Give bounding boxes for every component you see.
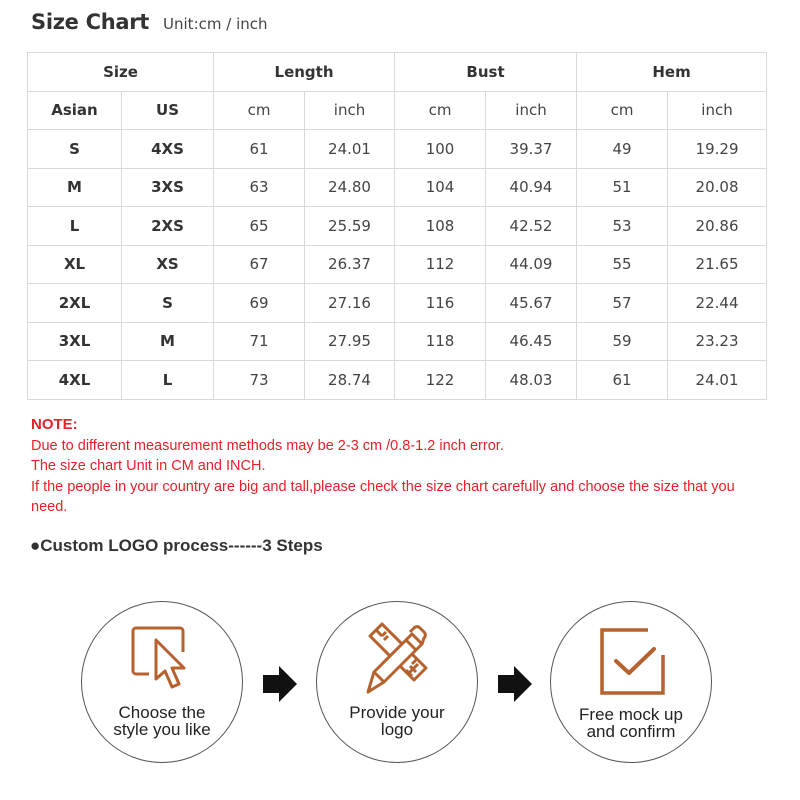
cell-hem-inch: 19.29 — [668, 130, 767, 169]
subheader-bust-inch: inch — [486, 91, 577, 130]
group-header-row — [28, 53, 767, 92]
cell-length-inch: 24.80 — [305, 168, 395, 207]
table-row — [28, 207, 767, 246]
size-chart-table — [27, 52, 767, 400]
cell-hem-cm: 49 — [577, 130, 668, 169]
cell-length-cm: 65 — [214, 207, 305, 246]
step-label: Provide your logo — [349, 703, 445, 739]
cell-hem-inch: 20.08 — [668, 168, 767, 207]
cell-bust-inch: 42.52 — [486, 207, 577, 246]
cell-bust-cm: 108 — [395, 207, 486, 246]
cell-length-inch: 27.95 — [305, 322, 395, 361]
cell-asian: L — [28, 207, 122, 246]
subheader-bust-cm: cm — [395, 91, 486, 130]
cell-bust-cm: 112 — [395, 245, 486, 284]
step-choose-style — [81, 601, 243, 763]
cell-length-cm: 73 — [214, 361, 305, 400]
header-length: Length — [214, 53, 395, 92]
subheader-length-cm: cm — [214, 91, 305, 130]
cell-bust-inch: 45.67 — [486, 284, 577, 323]
header-size: Size — [28, 53, 214, 92]
cell-length-cm: 71 — [214, 322, 305, 361]
arrow-right-icon — [498, 666, 532, 707]
header-hem: Hem — [577, 53, 767, 92]
cell-us: M — [122, 322, 214, 361]
cell-hem-inch: 22.44 — [668, 284, 767, 323]
subheader-hem-inch: inch — [668, 91, 767, 130]
note-block — [31, 415, 771, 518]
cell-length-inch: 24.01 — [305, 130, 395, 169]
cell-us: L — [122, 361, 214, 400]
unit-label: Unit:cm / inch — [163, 15, 268, 33]
cell-asian: 3XL — [28, 322, 122, 361]
table-row — [28, 130, 767, 169]
cell-bust-inch: 46.45 — [486, 322, 577, 361]
size-chart-header — [31, 10, 268, 34]
subheader-hem-cm: cm — [577, 91, 668, 130]
cell-bust-cm: 116 — [395, 284, 486, 323]
cell-hem-cm: 59 — [577, 322, 668, 361]
cell-bust-cm: 118 — [395, 322, 486, 361]
subheader-asian: Asian — [28, 91, 122, 130]
subheader-us: US — [122, 91, 214, 130]
cell-hem-cm: 57 — [577, 284, 668, 323]
page-title: Size Chart — [31, 10, 150, 34]
note-line: Due to different measurement methods may be 2-3 cm /0.8-1.2 inch error. — [31, 437, 504, 454]
cell-hem-cm: 55 — [577, 245, 668, 284]
sub-header-row — [28, 91, 767, 130]
pencil-ruler-icon — [360, 622, 434, 701]
cell-hem-inch: 24.01 — [668, 361, 767, 400]
cell-length-cm: 63 — [214, 168, 305, 207]
cell-asian: 4XL — [28, 361, 122, 400]
cell-bust-inch: 48.03 — [486, 361, 577, 400]
cell-length-inch: 25.59 — [305, 207, 395, 246]
cell-length-cm: 61 — [214, 130, 305, 169]
table-row — [28, 322, 767, 361]
cursor-select-icon — [127, 624, 197, 699]
note-line: The size chart Unit in CM and INCH. — [31, 458, 266, 474]
cell-asian: S — [28, 130, 122, 169]
cell-hem-cm: 53 — [577, 207, 668, 246]
cell-length-inch: 26.37 — [305, 245, 395, 284]
cell-asian: M — [28, 168, 122, 207]
note-heading: NOTE: — [31, 416, 78, 433]
cell-bust-inch: 40.94 — [486, 168, 577, 207]
cell-length-inch: 27.16 — [305, 284, 395, 323]
cell-hem-cm: 61 — [577, 361, 668, 400]
cell-bust-cm: 100 — [395, 130, 486, 169]
cell-us: XS — [122, 245, 214, 284]
step-provide-logo — [316, 601, 478, 763]
cell-hem-inch: 21.65 — [668, 245, 767, 284]
process-title: ●Custom LOGO process------3 Steps — [30, 536, 323, 555]
cell-hem-inch: 23.23 — [668, 322, 767, 361]
header-bust: Bust — [395, 53, 577, 92]
cell-asian: XL — [28, 245, 122, 284]
cell-us: S — [122, 284, 214, 323]
cell-length-cm: 69 — [214, 284, 305, 323]
cell-bust-inch: 39.37 — [486, 130, 577, 169]
cell-length-inch: 28.74 — [305, 361, 395, 400]
cell-hem-inch: 20.86 — [668, 207, 767, 246]
cell-bust-cm: 104 — [395, 168, 486, 207]
table-row — [28, 245, 767, 284]
table-row — [28, 361, 767, 400]
cell-hem-cm: 51 — [577, 168, 668, 207]
cell-bust-cm: 122 — [395, 361, 486, 400]
step-label: Choose the style you like — [113, 703, 211, 739]
table-row — [28, 284, 767, 323]
table-row — [28, 168, 767, 207]
cell-length-cm: 67 — [214, 245, 305, 284]
arrow-right-icon — [263, 666, 297, 707]
checkbox-check-icon — [596, 627, 666, 702]
cell-us: 2XS — [122, 207, 214, 246]
cell-us: 3XS — [122, 168, 214, 207]
cell-asian: 2XL — [28, 284, 122, 323]
cell-us: 4XS — [122, 130, 214, 169]
subheader-length-inch: inch — [305, 91, 395, 130]
cell-bust-inch: 44.09 — [486, 245, 577, 284]
step-label: Free mock up and confirm — [579, 705, 683, 741]
step-mock-up — [550, 601, 712, 763]
note-line: If the people in your country are big and tall,please check the size chart carefully and choose the size that you need. — [31, 478, 735, 515]
